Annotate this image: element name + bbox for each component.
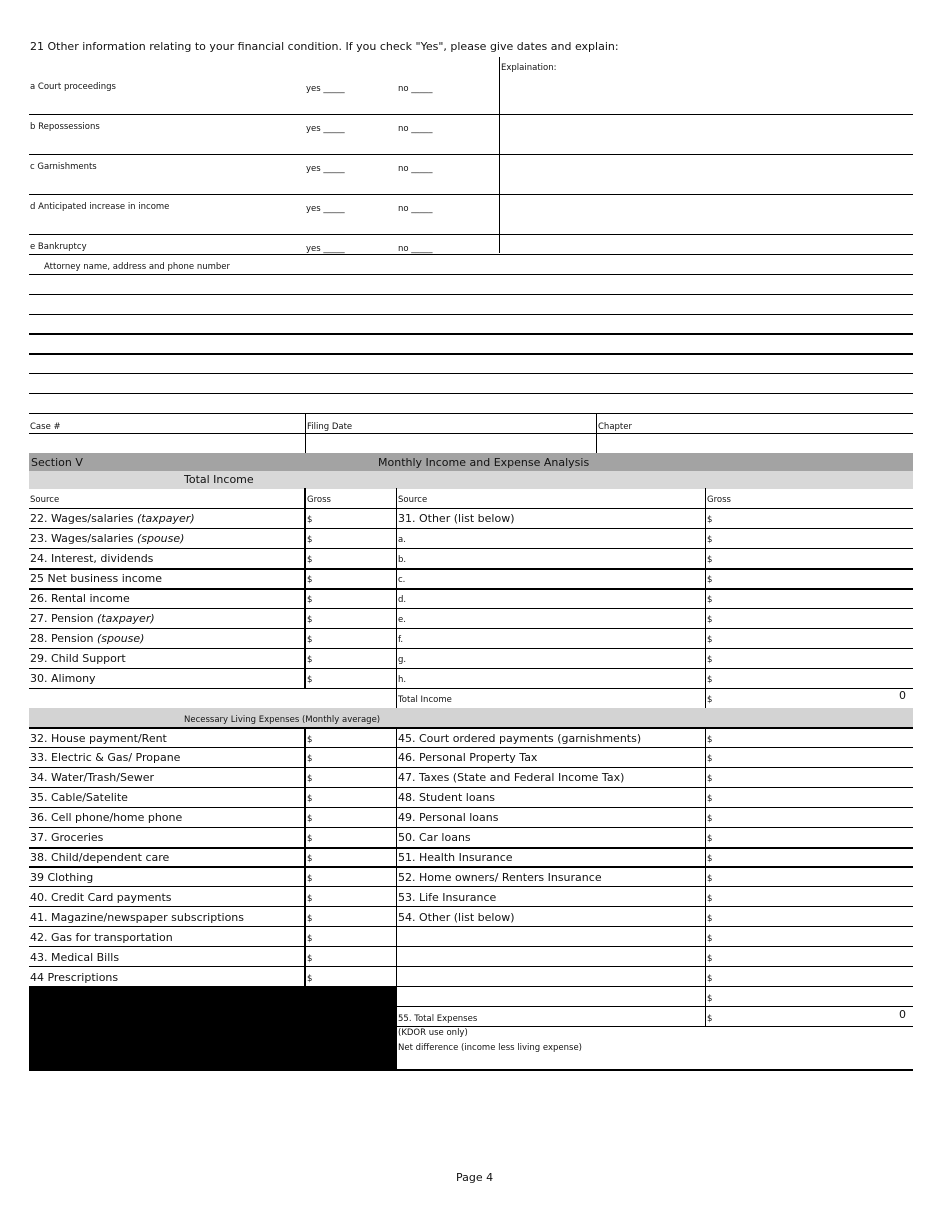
dollar-field[interactable]: $: [307, 575, 313, 585]
attorney-line[interactable]: [29, 274, 913, 275]
income-item-text: 22. Wages/salaries: [30, 512, 137, 525]
yes-field-0[interactable]: yes _____: [306, 84, 345, 94]
section21-heading: 21 Other information relating to your financial condition. If you check "Yes", please give dates and explain:: [30, 40, 619, 53]
no-field-3[interactable]: no _____: [398, 204, 433, 214]
income-item-text: 28. Pension: [30, 632, 97, 645]
dollar-field[interactable]: $: [707, 555, 713, 565]
income-item-1: [30, 532, 184, 545]
rule: [29, 866, 913, 868]
expense-item-3: 35. Cable/Satelite: [30, 791, 128, 804]
rule: [29, 628, 913, 629]
expense-item-r3: 48. Student loans: [398, 791, 496, 804]
no-field-0[interactable]: no _____: [398, 84, 433, 94]
dollar-field[interactable]: $: [707, 894, 713, 904]
rule: [29, 608, 913, 609]
col-gross-2: Gross: [707, 495, 731, 505]
dollar-field[interactable]: $: [307, 595, 313, 605]
dollar-field[interactable]: $: [307, 615, 313, 625]
income-item-text: 29. Child Support: [30, 652, 126, 665]
dollar-field[interactable]: $: [707, 974, 713, 984]
total-income-label: Total Income: [398, 695, 452, 705]
rule: [29, 787, 913, 788]
attorney-line[interactable]: [29, 413, 913, 414]
rule: [29, 234, 913, 235]
income-item-text: 26. Rental income: [30, 592, 130, 605]
expense-item-r1: 46. Personal Property Tax: [398, 751, 538, 764]
total-income-band: [29, 471, 913, 489]
rule: [29, 548, 913, 549]
col-gross: Gross: [307, 495, 331, 505]
expense-item-10: 42. Gas for transportation: [30, 931, 173, 944]
dollar-field[interactable]: $: [707, 934, 713, 944]
income-item-5: [30, 612, 155, 625]
dollar-field[interactable]: $: [307, 814, 313, 824]
other-income-1: a.: [398, 535, 406, 545]
item-label-4: e Bankruptcy: [30, 242, 87, 252]
dollar-field[interactable]: $: [307, 735, 313, 745]
rule: [396, 1006, 913, 1007]
dollar-field[interactable]: $: [707, 1014, 713, 1024]
rule: [29, 508, 913, 509]
rule: [29, 114, 913, 115]
rule: [29, 254, 913, 255]
expense-item-r7: 52. Home owners/ Renters Insurance: [398, 871, 602, 884]
rule: [29, 688, 913, 689]
attorney-line[interactable]: [29, 333, 913, 335]
rule: [29, 648, 913, 649]
dollar-field[interactable]: $: [307, 655, 313, 665]
dollar-field[interactable]: $: [307, 754, 313, 764]
divider: [396, 727, 397, 1027]
col-source: Source: [30, 495, 60, 505]
expense-item-5: 37. Groceries: [30, 831, 104, 844]
other-income-4: d.: [398, 595, 407, 605]
dollar-field[interactable]: $: [307, 774, 313, 784]
dollar-field[interactable]: $: [307, 515, 313, 525]
dollar-field[interactable]: $: [707, 575, 713, 585]
total-expenses-value: 0: [899, 1008, 906, 1021]
dollar-field[interactable]: $: [307, 954, 313, 964]
expense-item-9: 41. Magazine/newspaper subscriptions: [30, 911, 245, 924]
dollar-field[interactable]: $: [707, 595, 713, 605]
income-item-text: 30. Alimony: [30, 672, 96, 685]
dollar-field[interactable]: $: [707, 914, 713, 924]
divider: [705, 727, 706, 1027]
rule: [29, 966, 913, 967]
page-number: Page 4: [456, 1171, 494, 1184]
dollar-field[interactable]: $: [707, 834, 713, 844]
other-income-2: b.: [398, 555, 407, 565]
expense-item-1: 33. Electric & Gas/ Propane: [30, 751, 181, 764]
rule: [396, 986, 913, 987]
dollar-field[interactable]: $: [707, 535, 713, 545]
attorney-line[interactable]: [29, 294, 913, 295]
kdor-label: (KDOR use only): [398, 1028, 468, 1038]
income-item-text: 24. Interest, dividends: [30, 552, 154, 565]
rule: [29, 747, 913, 748]
expense-item-2: 34. Water/Trash/Sewer: [30, 771, 155, 784]
expense-item-8: 40. Credit Card payments: [30, 891, 172, 904]
total-income-header: Total Income: [184, 473, 254, 486]
col-source-2: Source: [398, 495, 428, 505]
redaction-block: [29, 986, 397, 1071]
dollar-field[interactable]: $: [307, 974, 313, 984]
dollar-field[interactable]: $: [307, 854, 313, 864]
rule: [29, 767, 913, 768]
other-income-5: e.: [398, 615, 406, 625]
expense-item-r4: 49. Personal loans: [398, 811, 499, 824]
income-item-8: [30, 672, 96, 685]
divider: [499, 57, 500, 253]
income-item-qualifier: (spouse): [136, 532, 185, 545]
dollar-field[interactable]: $: [307, 834, 313, 844]
income-item-qualifier: (spouse): [96, 632, 145, 645]
rule: [29, 906, 913, 907]
dollar-field[interactable]: $: [707, 754, 713, 764]
dollar-field[interactable]: $: [307, 934, 313, 944]
section-title: Monthly Income and Expense Analysis: [378, 456, 590, 469]
attorney-line[interactable]: [29, 353, 913, 355]
expense-item-11: 43. Medical Bills: [30, 951, 120, 964]
expense-item-r8: 53. Life Insurance: [398, 891, 497, 904]
divider: [304, 727, 306, 987]
expense-item-7: 39 Clothing: [30, 871, 94, 884]
expense-item-6: 38. Child/dependent care: [30, 851, 170, 864]
dollar-field[interactable]: $: [707, 695, 713, 705]
case-number-label: Case #: [30, 422, 61, 432]
other-income-7: g.: [398, 655, 407, 665]
expense-item-r0: 45. Court ordered payments (garnishments): [398, 732, 642, 745]
other-income-0: 31. Other (list below): [398, 512, 515, 525]
expenses-band: [29, 708, 913, 727]
dollar-field[interactable]: $: [707, 635, 713, 645]
expense-item-r9: 54. Other (list below): [398, 911, 515, 924]
rule: [29, 154, 913, 155]
income-item-text: 25 Net business income: [30, 572, 163, 585]
income-item-qualifier: (taxpayer): [96, 612, 155, 625]
item-label-0: a Court proceedings: [30, 82, 116, 92]
expense-item-12: 44 Prescriptions: [30, 971, 119, 984]
rule: [29, 194, 913, 195]
yes-field-3[interactable]: yes _____: [306, 204, 345, 214]
rule: [396, 1069, 913, 1071]
rule: [29, 433, 913, 434]
rule: [29, 727, 913, 729]
yes-field-4[interactable]: yes _____: [306, 244, 345, 254]
expense-item-r2: 47. Taxes (State and Federal Income Tax): [398, 771, 625, 784]
dollar-field[interactable]: $: [307, 675, 313, 685]
expense-item-4: 36. Cell phone/home phone: [30, 811, 183, 824]
expense-item-0: 32. House payment/Rent: [30, 732, 167, 745]
dollar-field[interactable]: $: [707, 735, 713, 745]
rule: [29, 528, 913, 529]
filing-date-label: Filing Date: [307, 422, 353, 432]
divider: [705, 488, 706, 708]
dollar-field[interactable]: $: [307, 794, 313, 804]
rule: [29, 847, 913, 849]
net-difference-label: Net difference (income less living expense): [398, 1043, 582, 1053]
rule: [29, 807, 913, 808]
attorney-label: Attorney name, address and phone number: [44, 262, 230, 272]
rule: [29, 588, 913, 590]
income-item-7: [30, 652, 126, 665]
dollar-field[interactable]: $: [307, 535, 313, 545]
dollar-field[interactable]: $: [307, 635, 313, 645]
rule: [29, 886, 913, 887]
expenses-header: Necessary Living Expenses (Monthly average): [184, 715, 381, 725]
income-item-2: [30, 552, 153, 565]
dollar-field[interactable]: $: [707, 655, 713, 665]
expense-item-r6: 51. Health Insurance: [398, 851, 513, 864]
chapter-label: Chapter: [598, 422, 632, 432]
rule: [29, 568, 913, 570]
dollar-field[interactable]: $: [707, 675, 713, 685]
dollar-field[interactable]: $: [707, 794, 713, 804]
other-income-6: f.: [398, 635, 404, 645]
dollar-field[interactable]: $: [707, 774, 713, 784]
dollar-field[interactable]: $: [707, 874, 713, 884]
dollar-field[interactable]: $: [707, 854, 713, 864]
income-item-text: 27. Pension: [30, 612, 97, 625]
explanation-label: Explaination:: [501, 63, 557, 73]
section-label: Section V: [31, 456, 83, 469]
income-item-4: [30, 592, 130, 605]
item-label-2: c Garnishments: [30, 162, 97, 172]
income-item-3: [30, 572, 162, 585]
attorney-line[interactable]: [29, 314, 913, 315]
yes-field-1[interactable]: yes _____: [306, 124, 345, 134]
item-label-1: b Repossessions: [30, 122, 100, 132]
dollar-field[interactable]: $: [307, 555, 313, 565]
item-label-3: d Anticipated increase in income: [30, 202, 170, 212]
dollar-field[interactable]: $: [707, 814, 713, 824]
rule: [29, 668, 913, 669]
dollar-field[interactable]: $: [707, 615, 713, 625]
rule: [29, 946, 913, 947]
dollar-field[interactable]: $: [307, 914, 313, 924]
divider: [396, 488, 397, 708]
income-item-qualifier: (taxpayer): [136, 512, 195, 525]
attorney-line[interactable]: [29, 393, 913, 394]
dollar-field[interactable]: $: [707, 954, 713, 964]
total-income-value: 0: [899, 689, 906, 702]
rule: [29, 827, 913, 828]
no-field-4[interactable]: no _____: [398, 244, 433, 254]
other-income-3: c.: [398, 575, 406, 585]
income-item-0: [30, 512, 195, 525]
no-field-1[interactable]: no _____: [398, 124, 433, 134]
dollar-field[interactable]: $: [307, 874, 313, 884]
dollar-field[interactable]: $: [307, 894, 313, 904]
rule: [29, 926, 913, 927]
income-item-text: 23. Wages/salaries: [30, 532, 137, 545]
no-field-2[interactable]: no _____: [398, 164, 433, 174]
total-expenses-label: 55. Total Expenses: [398, 1014, 478, 1024]
yes-field-2[interactable]: yes _____: [306, 164, 345, 174]
income-item-6: [30, 632, 144, 645]
other-income-8: h.: [398, 675, 407, 685]
expense-item-r5: 50. Car loans: [398, 831, 471, 844]
divider: [304, 488, 306, 688]
attorney-line[interactable]: [29, 373, 913, 374]
dollar-field[interactable]: $: [707, 994, 713, 1004]
dollar-field[interactable]: $: [707, 515, 713, 525]
rule: [396, 1026, 913, 1027]
